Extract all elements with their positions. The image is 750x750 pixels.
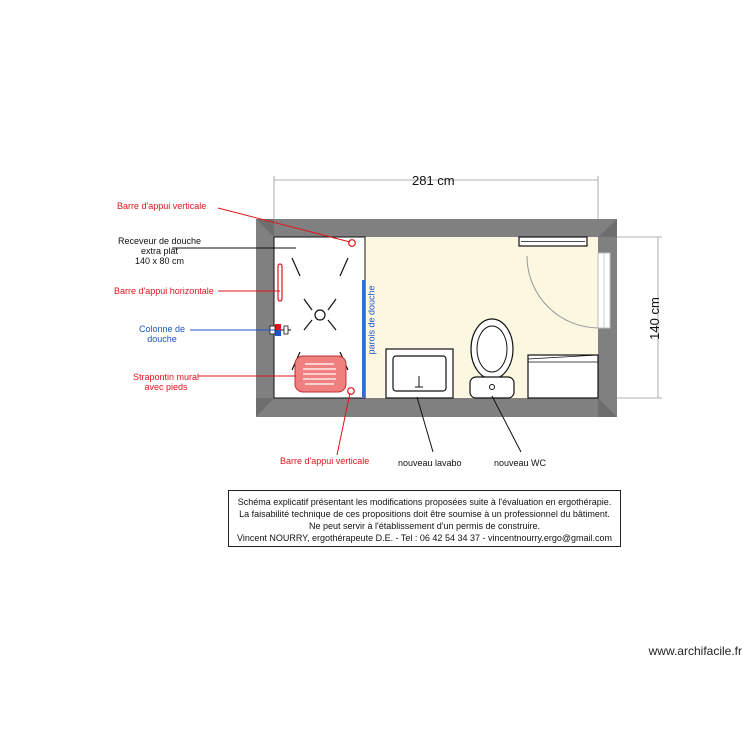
label-barre-verticale-bottom: Barre d'appui verticale <box>280 456 370 466</box>
label-strapontin-line2: avec pieds <box>144 382 188 392</box>
label-lavabo: nouveau lavabo <box>398 458 462 468</box>
disclaimer-box <box>228 490 621 547</box>
height-dimension-label: 140 cm <box>646 297 662 340</box>
label-parois: parois de douche <box>366 285 377 355</box>
grab-bar-vertical-bottom <box>348 388 355 395</box>
shower-drain <box>315 310 325 320</box>
label-receveur-line2: extra plat <box>141 246 179 256</box>
folding-seat <box>295 356 346 392</box>
label-strapontin <box>133 372 199 392</box>
label-barre-horizontale: Barre d'appui horizontale <box>114 286 214 296</box>
label-barre-verticale-top: Barre d'appui verticale <box>117 201 207 211</box>
disclaimer-line2: La faisabilité technique de ces propositions doit être soumise à un professionnel du bâtiment. <box>239 509 610 519</box>
watermark: www.archifacile.fr <box>648 644 742 658</box>
cabinet <box>528 355 598 398</box>
disclaimer-line3: Ne peut servir à l'établissement d'un permis de construire. <box>308 521 541 531</box>
label-colonne-line2: douche <box>147 334 177 344</box>
disclaimer-line1: Schéma explicatif présentant les modifications proposées suite à l'évaluation en ergothérapie. <box>237 497 612 507</box>
label-receveur-line3: 140 x 80 cm <box>135 256 185 266</box>
label-receveur <box>118 236 201 266</box>
grab-bar-vertical-top <box>349 240 356 247</box>
disclaimer-line4: Vincent NOURRY, ergothérapeute D.E. - Tel : 06 42 54 34 37 - vincentnourry.ergo@gmail.com <box>236 533 612 543</box>
sink <box>386 349 453 398</box>
shower-glass-panel <box>362 280 365 397</box>
label-wc: nouveau WC <box>494 458 547 468</box>
label-colonne <box>139 324 185 344</box>
toilet <box>470 319 514 398</box>
width-dimension-label: 281 cm <box>412 173 455 188</box>
grab-bar-horizontal <box>278 264 282 301</box>
label-receveur-line1: Receveur de douche <box>118 236 202 246</box>
label-colonne-line1: Colonne de <box>139 324 186 334</box>
label-strapontin-line1: Strapontin mural <box>133 372 200 382</box>
